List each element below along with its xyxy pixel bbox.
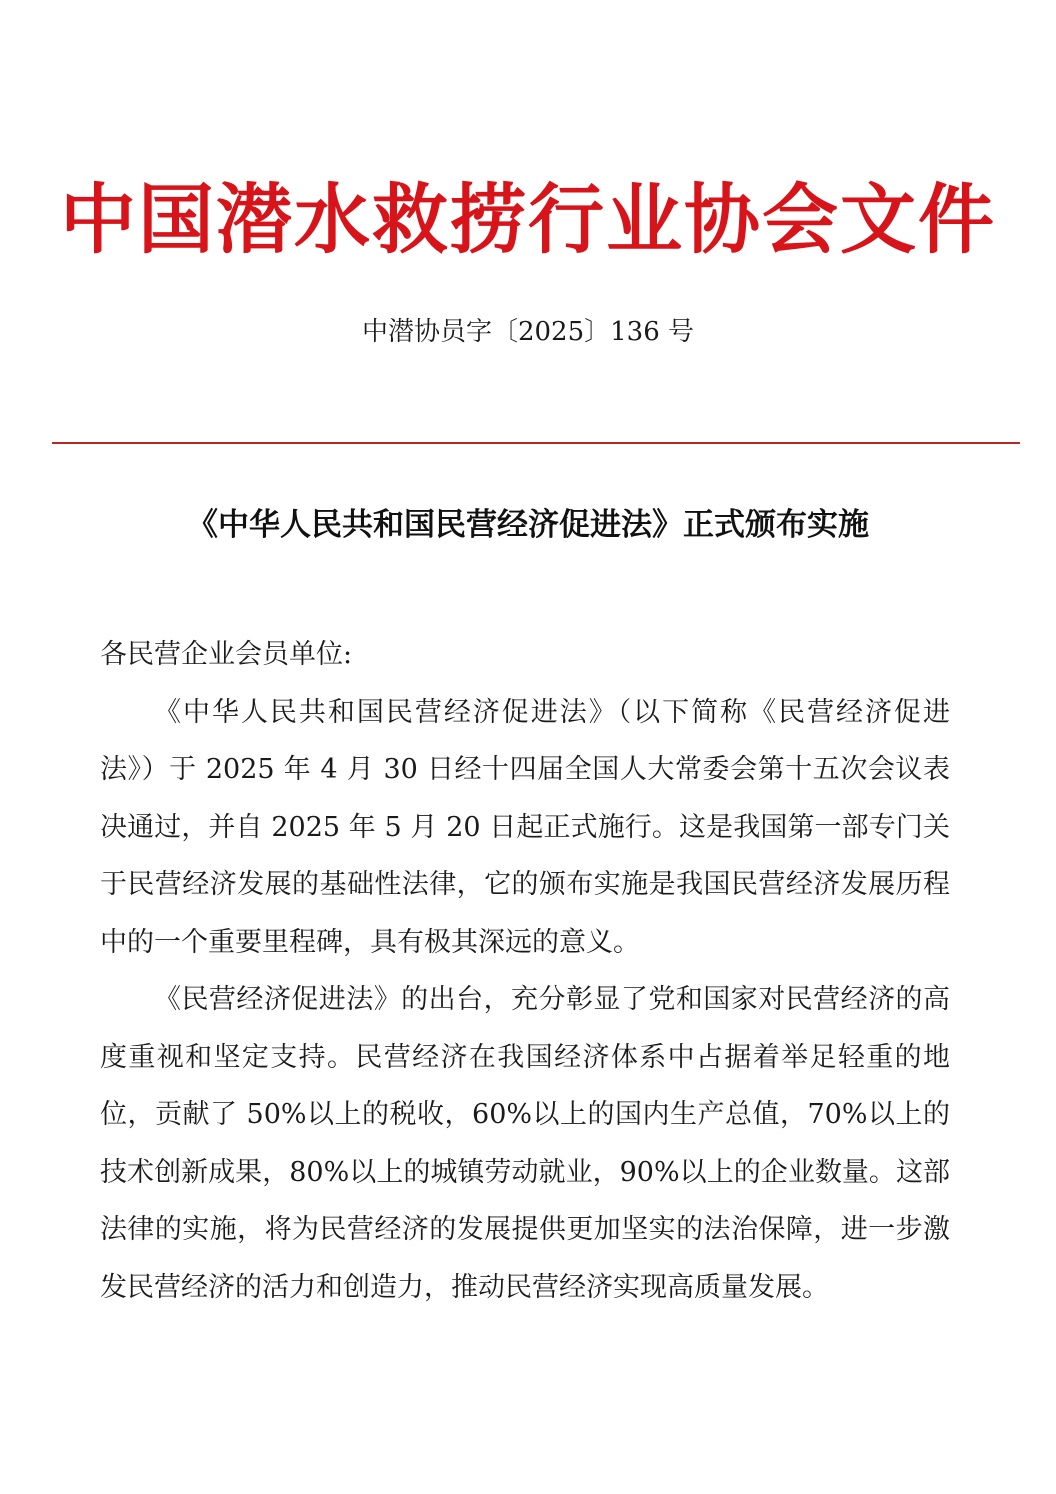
header-divider-line (52, 442, 1020, 444)
body-paragraph-1: 《中华人民共和国民营经济促进法》（以下简称《民营经济促进法》）于 2025 年 4 月 30 日经十四届全国人大常委会第十五次会议表决通过，并自 2025 年 5 月 20 日起正式施行。这是我国第一部专门关于民营经济发展的基础性法律，它的颁布实施是我国民营经济发展历程中的一个重要里程碑，具有极其深远的意义。 (100, 696, 950, 958)
organization-header-title: 中国潜水救捞行业协会文件 (60, 175, 996, 264)
document-title: 《中华人民共和国民营经济促进法》正式颁布实施 (187, 507, 869, 543)
salutation: 各民营企业会员单位: (100, 639, 353, 670)
document-body (100, 626, 950, 1316)
document-number: 中潜协员字〔2025〕136 号 (361, 317, 695, 347)
body-paragraph-2: 《民营经济促进法》的出台，充分彰显了党和国家对民营经济的高度重视和坚定支持。民营经济在我国经济体系中占据着举足轻重的地位，贡献了 50%以上的税收，60%以上的国内生产总值，70%以上的技术创新成果，80%以上的城镇劳动就业，90%以上的企业数量。这部法律的实施，将为民营经济的发展提供更加坚实的法治保障，进一步激发民营经济的活力和创造力，推动民营经济实现高质量发展。 (100, 984, 950, 1303)
